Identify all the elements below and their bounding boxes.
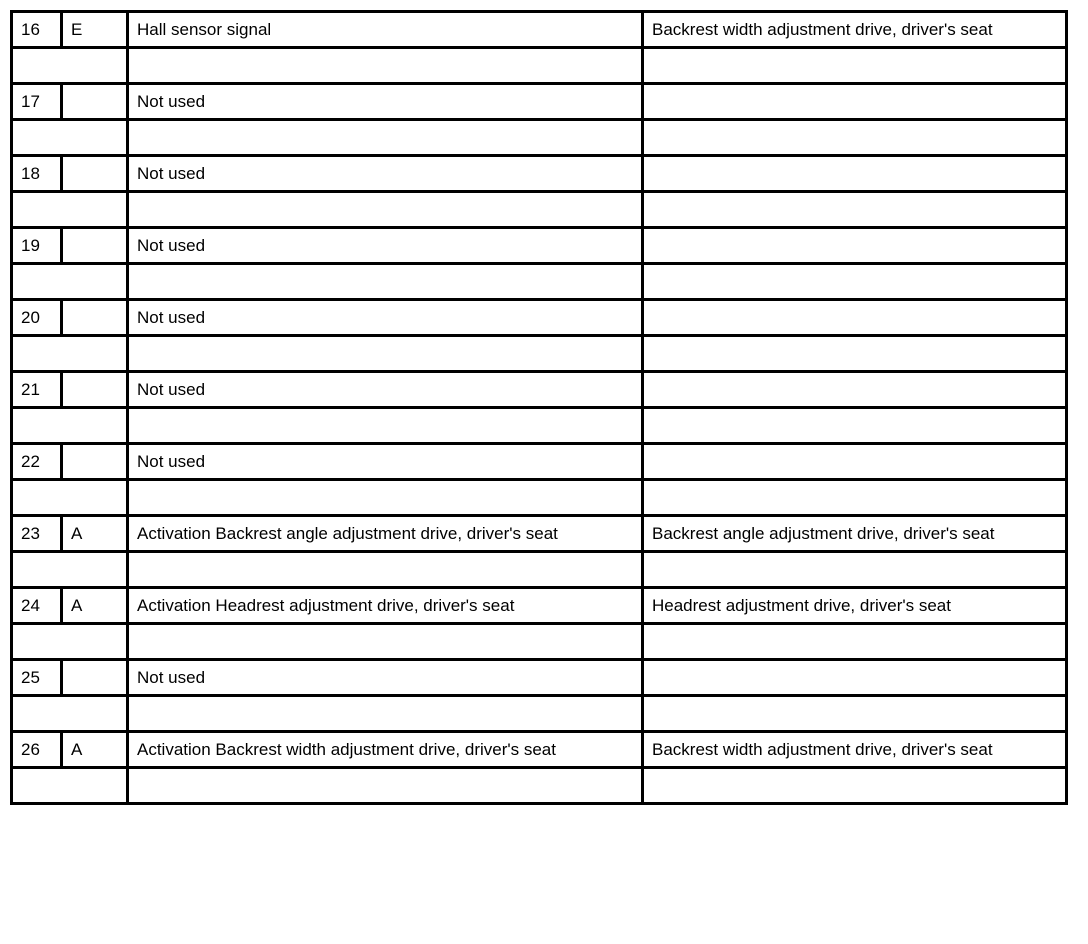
function-cell: Activation Backrest width adjustment drive, driver's seat (128, 732, 643, 768)
component-cell (643, 84, 1067, 120)
component-cell: Headrest adjustment drive, driver's seat (643, 588, 1067, 624)
table-row (12, 228, 1067, 264)
spacer-cell (643, 768, 1067, 804)
component-cell: Backrest width adjustment drive, driver's seat (643, 12, 1067, 48)
component-cell (643, 228, 1067, 264)
signal-type-cell (62, 156, 128, 192)
pin-number-cell: 19 (12, 228, 62, 264)
pin-number-cell: 24 (12, 588, 62, 624)
component-cell (643, 300, 1067, 336)
spacer-cell (128, 696, 643, 732)
signal-type-cell (62, 372, 128, 408)
spacer-cell (128, 336, 643, 372)
spacer-cell (12, 552, 128, 588)
table-row (12, 516, 1067, 552)
table-row (12, 300, 1067, 336)
table-row (12, 660, 1067, 696)
function-cell: Not used (128, 156, 643, 192)
function-cell: Not used (128, 660, 643, 696)
spacer-cell (128, 624, 643, 660)
table-spacer-row (12, 768, 1067, 804)
spacer-cell (12, 624, 128, 660)
component-cell (643, 444, 1067, 480)
function-cell: Not used (128, 372, 643, 408)
table-spacer-row (12, 48, 1067, 84)
table-row (12, 444, 1067, 480)
spacer-cell (128, 48, 643, 84)
signal-type-cell (62, 444, 128, 480)
table-spacer-row (12, 192, 1067, 228)
spacer-cell (128, 552, 643, 588)
spacer-cell (643, 552, 1067, 588)
table-spacer-row (12, 336, 1067, 372)
table-spacer-row (12, 408, 1067, 444)
spacer-cell (12, 696, 128, 732)
spacer-cell (128, 264, 643, 300)
table-spacer-row (12, 120, 1067, 156)
spacer-cell (643, 624, 1067, 660)
signal-type-cell: A (62, 588, 128, 624)
spacer-cell (643, 408, 1067, 444)
pin-number-cell: 21 (12, 372, 62, 408)
function-cell: Hall sensor signal (128, 12, 643, 48)
spacer-cell (12, 264, 128, 300)
table-row (12, 372, 1067, 408)
spacer-cell (643, 192, 1067, 228)
pin-number-cell: 20 (12, 300, 62, 336)
spacer-cell (643, 48, 1067, 84)
table-spacer-row (12, 480, 1067, 516)
signal-type-cell: A (62, 732, 128, 768)
signal-type-cell: E (62, 12, 128, 48)
pin-table-body (12, 12, 1067, 804)
table-spacer-row (12, 696, 1067, 732)
pin-number-cell: 23 (12, 516, 62, 552)
table-row (12, 588, 1067, 624)
table-spacer-row (12, 552, 1067, 588)
spacer-cell (12, 480, 128, 516)
pin-number-cell: 25 (12, 660, 62, 696)
signal-type-cell (62, 84, 128, 120)
table-spacer-row (12, 264, 1067, 300)
pin-number-cell: 26 (12, 732, 62, 768)
table-row (12, 156, 1067, 192)
spacer-cell (12, 408, 128, 444)
spacer-cell (12, 336, 128, 372)
spacer-cell (128, 120, 643, 156)
component-cell (643, 156, 1067, 192)
spacer-cell (128, 480, 643, 516)
table-spacer-row (12, 624, 1067, 660)
spacer-cell (12, 192, 128, 228)
spacer-cell (643, 120, 1067, 156)
pin-number-cell: 16 (12, 12, 62, 48)
pin-number-cell: 17 (12, 84, 62, 120)
spacer-cell (12, 48, 128, 84)
spacer-cell (12, 120, 128, 156)
function-cell: Activation Headrest adjustment drive, driver's seat (128, 588, 643, 624)
function-cell: Not used (128, 444, 643, 480)
signal-type-cell (62, 300, 128, 336)
table-row (12, 12, 1067, 48)
component-cell: Backrest width adjustment drive, driver's seat (643, 732, 1067, 768)
signal-type-cell (62, 228, 128, 264)
spacer-cell (643, 336, 1067, 372)
function-cell: Not used (128, 228, 643, 264)
function-cell: Not used (128, 300, 643, 336)
spacer-cell (128, 408, 643, 444)
spacer-cell (12, 768, 128, 804)
pin-assignment-table (10, 10, 1068, 805)
component-cell: Backrest angle adjustment drive, driver's seat (643, 516, 1067, 552)
table-row (12, 84, 1067, 120)
component-cell (643, 372, 1067, 408)
table-row (12, 732, 1067, 768)
spacer-cell (643, 480, 1067, 516)
component-cell (643, 660, 1067, 696)
spacer-cell (128, 192, 643, 228)
function-cell: Activation Backrest angle adjustment drive, driver's seat (128, 516, 643, 552)
spacer-cell (643, 264, 1067, 300)
pin-number-cell: 18 (12, 156, 62, 192)
spacer-cell (643, 696, 1067, 732)
signal-type-cell (62, 660, 128, 696)
pin-number-cell: 22 (12, 444, 62, 480)
function-cell: Not used (128, 84, 643, 120)
signal-type-cell: A (62, 516, 128, 552)
spacer-cell (128, 768, 643, 804)
